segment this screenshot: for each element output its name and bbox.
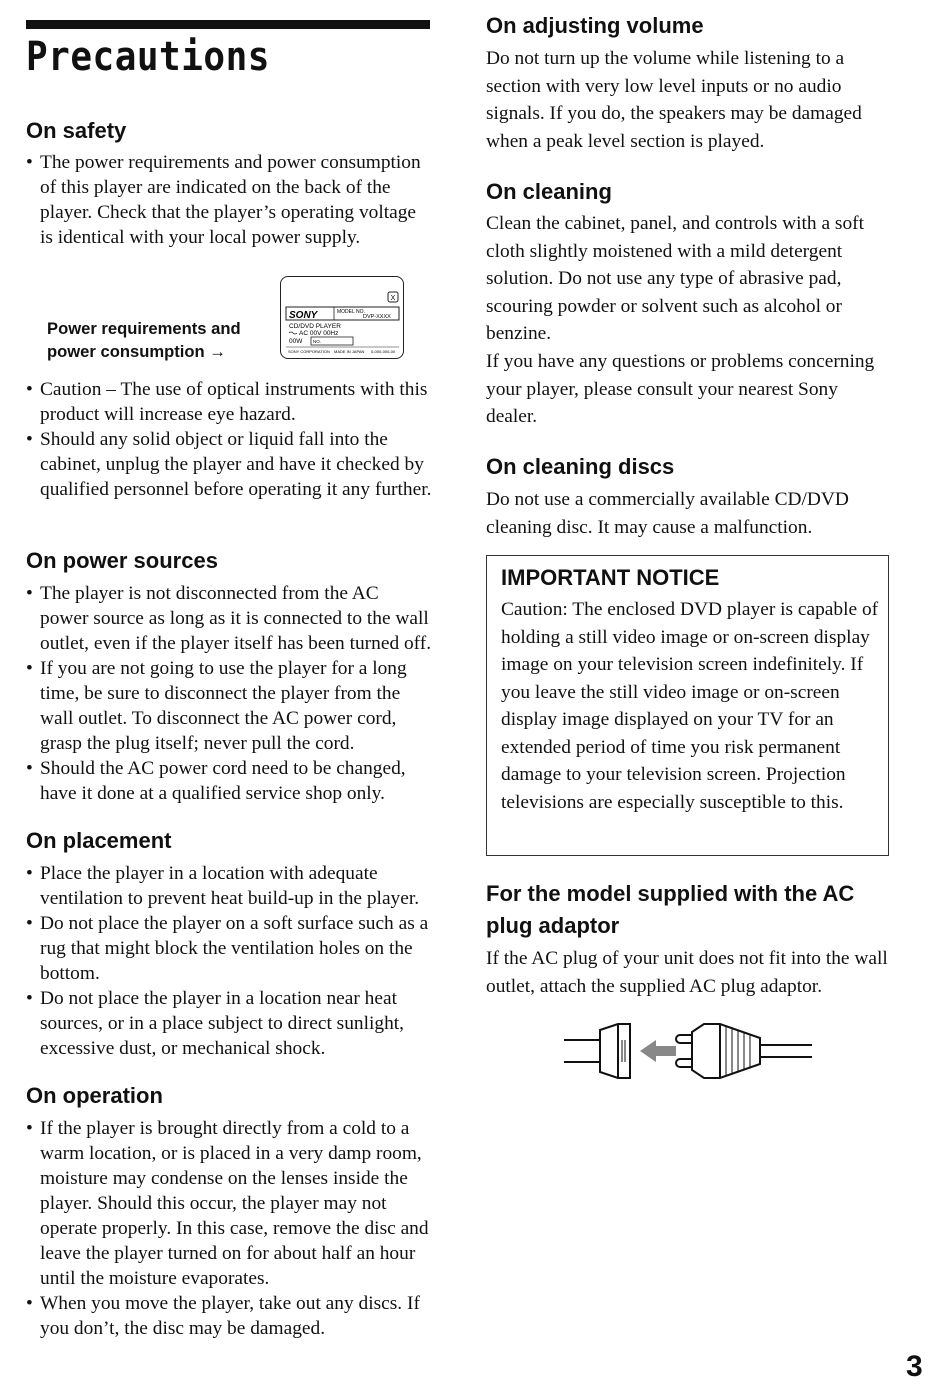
page-number: 3 [906, 1350, 923, 1383]
label-code: 0-000-000-00 [371, 349, 396, 354]
volume-text: Do not turn up the volume while listening to a section with very low level inputs or no audio signals. If you do, the speakers may be damaged when a peak level section is played. [486, 48, 862, 152]
rating-label-figure [280, 276, 404, 359]
important-notice-box [486, 555, 889, 856]
power-callout [47, 317, 241, 363]
label-model-no: MODEL NO. [337, 309, 365, 315]
adaptor-text: If the AC plug of your unit does not fit into the wall outlet, attach the supplied AC plug adaptor. [486, 948, 888, 997]
label-made-in: MADE IN JAPAN [334, 349, 365, 354]
notice-heading: IMPORTANT NOTICE [501, 565, 720, 590]
list-item: • Place the player in a location with adequate ventilation to prevent heat build-up in the player. [26, 861, 432, 911]
heading-on-power-sources: On power sources [26, 548, 218, 573]
list-item: • When you move the player, take out any discs. If you don’t, the disc may be damaged. [26, 1291, 432, 1341]
label-serial: NO. [313, 339, 322, 344]
heading-on-cleaning: On cleaning [486, 179, 612, 204]
list-item: • If you are not going to use the player for a long time, be sure to disconnect the player from the wall outlet. To disconnect the AC power cord, grasp the plug itself; never pull the cord. [26, 656, 432, 756]
heading-on-cleaning-discs: On cleaning discs [486, 454, 675, 479]
list-item: • If the player is brought directly from a cold to a warm location, or is placed in a very damp room, moisture may condense on the lenses inside the player. Should this occur, the player may not operate properly. In this case, remove the disc and leave the player turned on for about half an hour until the moisture evaporates. [26, 1116, 432, 1291]
ac-wave-icon [289, 332, 297, 334]
power-sources-list [26, 581, 432, 806]
label-ac: AC 00V 00Hz [299, 330, 339, 337]
list-item: • Should the AC power cord need to be changed, have it done at a qualified service shop only. [26, 756, 432, 806]
arrow-right-icon: → [209, 342, 226, 361]
placement-list [26, 861, 432, 1061]
arrow-left-icon [640, 1040, 676, 1062]
callout-line: power consumption → [47, 342, 226, 361]
callout-line: Power requirements and [47, 319, 241, 338]
heading-on-adjusting-volume: On adjusting volume [486, 13, 704, 38]
label-product: CD/DVD PLAYER [289, 323, 341, 330]
operation-list [26, 1116, 432, 1341]
list-item: • Do not place the player in a location near heat sources, or in a place subject to direct sunlight, excessive dust, or mechanical shock. [26, 986, 432, 1061]
cleaning-text: Clean the cabinet, panel, and controls with a soft cloth slightly moistened with a mild detergent solution. Do not use any type of abrasive pad, scouring powder or solvent such as alcohol or benzine. [486, 213, 865, 344]
list-item: • Should any solid object or liquid fall into the cabinet, unplug the player and have it checked by qualified personnel before operating it any further. [26, 427, 432, 502]
list-item: • The power requirements and power consumption of this player are indicated on the back of the player. Check that the player’s operating voltage is identical with your local power supply. [26, 150, 432, 250]
plug-adaptor-figure [560, 1018, 816, 1084]
list-item: • Caution – The use of optical instruments with this product will increase eye hazard. [26, 377, 432, 427]
sony-logo: SONY [289, 310, 318, 321]
cleaning-contact-text: If you have any questions or problems concerning your player, please consult your nearest Sony dealer. [486, 351, 875, 427]
safety-list-continued [26, 377, 432, 502]
heading-on-operation: On operation [26, 1083, 163, 1108]
title-rule [26, 20, 430, 29]
page-title: Precautions [26, 34, 270, 80]
heading-on-safety: On safety [26, 118, 127, 143]
heading-on-placement: On placement [26, 828, 172, 853]
x-mark: X [390, 295, 396, 302]
heading-ac-adaptor: For the model supplied with the AC plug adaptor [486, 881, 855, 938]
list-item: • Do not place the player on a soft surface such as a rug that might block the ventilation holes on the bottom. [26, 911, 432, 986]
label-model-value: DVP-XXXX [363, 314, 391, 320]
label-watts: 00W [289, 338, 303, 345]
cleaning-discs-text: Do not use a commercially available CD/DVD cleaning disc. It may cause a malfunction. [486, 489, 849, 538]
list-item: • The player is not disconnected from the AC power source as long as it is connected to the wall outlet, even if the player itself has been turned off. [26, 581, 432, 656]
notice-text: Caution: The enclosed DVD player is capable of holding a still video image or on-screen display image on your television screen indefinitely. If you leave the still video image or on-screen display image displayed on your TV for an extended period of time you risk permanent damage to your television screen. Projection televisions are especially susceptible to this. [501, 599, 879, 813]
safety-list [26, 150, 432, 250]
label-corp: SONY CORPORATION [288, 349, 330, 354]
